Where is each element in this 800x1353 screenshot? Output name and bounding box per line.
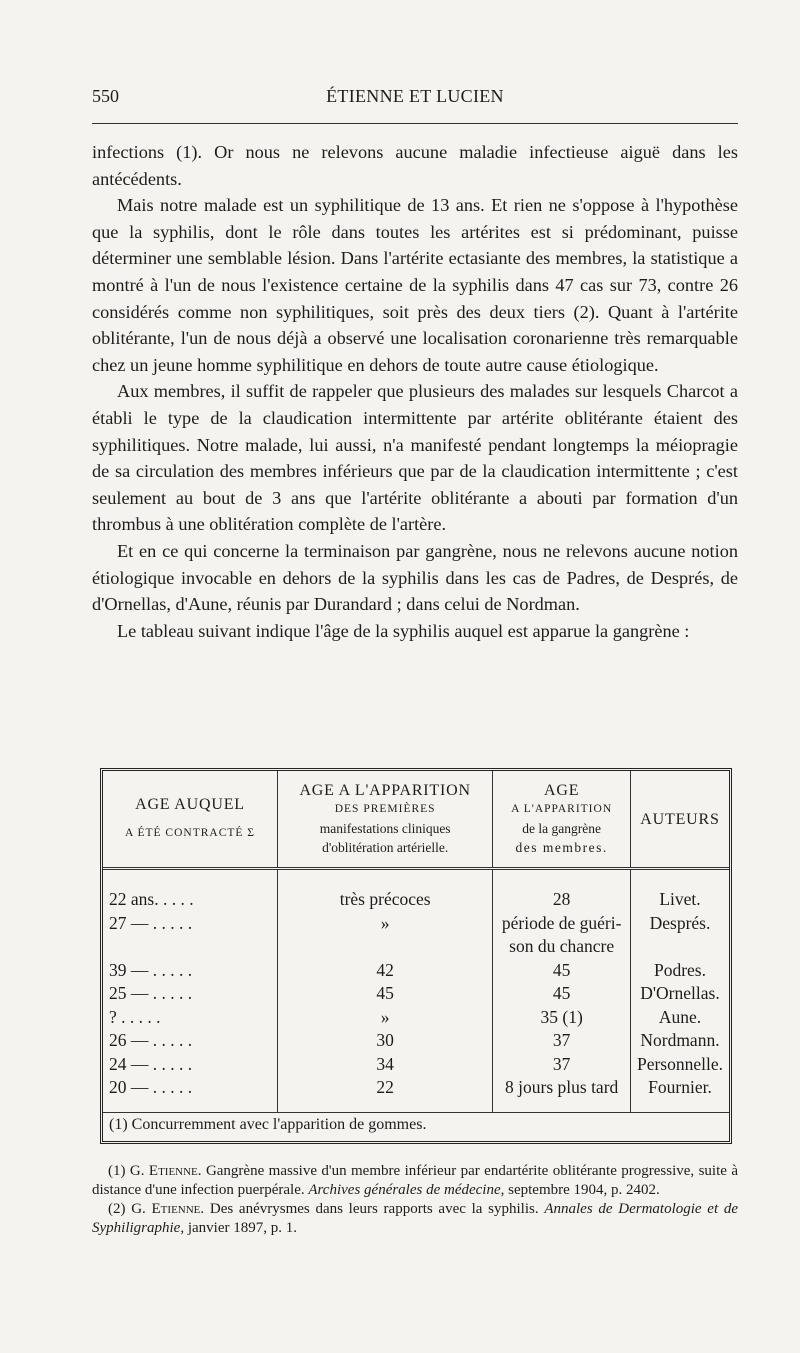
- cell-author: D'Ornellas.: [640, 983, 720, 1003]
- table-row: [103, 1076, 729, 1100]
- footnote-journal: Archives générales de médecine,: [308, 1182, 505, 1198]
- header-text: A L'APPARITION: [511, 803, 613, 815]
- header-first-manifestations: [277, 771, 492, 869]
- header-text: d'oblitération artérielle.: [322, 840, 449, 855]
- paragraph: Et en ce qui concerne la terminaison par gangrène, nous ne relevons aucune notion étiologique invocable en dehors de la syphilis dans les cas de Padres, de Després, de d'Ornellas, d'Aune, réunis par Durandard ; dans celui de Nordman.: [92, 540, 738, 615]
- footnote-number: (1): [108, 1163, 130, 1179]
- cell-contracted: 39 — . . . . .: [103, 959, 277, 983]
- footnote-2: [92, 1200, 738, 1238]
- header-text: des membres.: [515, 840, 608, 855]
- cell-author: Podres.: [653, 959, 706, 980]
- header-text: AGE AUQUEL: [135, 796, 245, 813]
- paragraph: infections (1). Or nous ne relevons aucune maladie infectieuse aiguë dans les antécédents.: [92, 142, 738, 189]
- cell-contracted: 25 — . . . . .: [103, 982, 277, 1006]
- cell-contracted: ? . . . . .: [103, 1006, 277, 1030]
- cell-gangrene: 45: [493, 982, 631, 1006]
- footnote-number: (2): [108, 1201, 132, 1217]
- footnotes: [92, 1162, 738, 1238]
- paragraph: Le tableau suivant indique l'âge de la syphilis auquel est apparue la gangrène :: [117, 620, 690, 641]
- header-text: A ÉTÉ CONTRACTÉ Σ: [124, 827, 256, 839]
- footnote-text: Gangrène massive d'un membre inférieur par endartérite oblitérante progressive, suite à distance d'une infection puerpérale.: [92, 1163, 738, 1198]
- table-row: [103, 1029, 729, 1053]
- table-row: [103, 1006, 729, 1030]
- paragraph: Mais notre malade est un syphilitique de 13 ans. Et rien ne s'oppose à l'hypothèse que la syphilis, dont le rôle dans toutes les artérites est si prédominant, puisse déterminer une semblable lésion. Dans l'artérite ectasiante des membres, la statistique a montré à l'un de nous l'existence certaine de la syphilis dans 47 cas sur 73, contre 26 considérés comme non syphilitiques, soit près des deux tiers (2). Quant à l'artérite oblitérante, l'un de nous déjà a observé une localisation coronarienne très remarquable chez un jeune homme syphilitique en dehors de toute autre cause étiologique.: [92, 195, 738, 375]
- table-row: [103, 888, 729, 912]
- header-text: AUTEURS: [640, 810, 720, 828]
- cell-contracted: 24 — . . . . .: [103, 1053, 277, 1077]
- cell-gangrene: 35 (1): [493, 1006, 631, 1030]
- footnote-text: janvier 1897, p. 1.: [184, 1220, 297, 1236]
- cell-contracted: 27 — . . . . .: [103, 912, 277, 959]
- header-contracted-age: [103, 771, 277, 869]
- cell-gangrene: 8 jours plus tard: [493, 1076, 631, 1100]
- cell-gangrene: 45: [493, 959, 631, 983]
- cell-author: Livet.: [659, 889, 701, 909]
- cell-gangrene: 37: [493, 1053, 631, 1077]
- cell-contracted: 22 ans. . . . .: [103, 888, 277, 912]
- cell-author: Nordmann.: [640, 1030, 720, 1050]
- cell-first: »: [277, 1006, 492, 1030]
- cell-first: très précoces: [277, 888, 492, 912]
- table-spacer: [103, 869, 729, 889]
- cell-gangrene: 37: [493, 1029, 631, 1053]
- cell-gangrene: 28: [493, 888, 631, 912]
- table-row: [103, 982, 729, 1006]
- data-table: [103, 771, 729, 1143]
- table-spacer: [103, 1100, 729, 1113]
- table-footnote: (1) Concurremment avec l'apparition de gommes.: [103, 1112, 729, 1143]
- header-authors: [630, 771, 729, 869]
- cell-contracted: 26 — . . . . .: [103, 1029, 277, 1053]
- table-footnote-row: [103, 1112, 729, 1143]
- header-rule: [92, 123, 738, 124]
- table-row: [103, 1053, 729, 1077]
- running-title: ÉTIENNE ET LUCIEN: [326, 86, 504, 106]
- footnote-author: G. Etienne.: [129, 1163, 202, 1179]
- cell-first: 42: [277, 959, 492, 983]
- cell-author: Fournier.: [648, 1077, 712, 1097]
- table-row: [103, 959, 729, 983]
- cell-first: »: [277, 912, 492, 959]
- body-text: [92, 139, 738, 644]
- cell-first: 22: [277, 1076, 492, 1100]
- footnote-journal: Annales de Dermatologie et de Syphiligraphie,: [92, 1201, 738, 1236]
- header-text: DES PREMIÈRES: [334, 803, 436, 815]
- footnote-text: septembre 1904, p. 2402.: [504, 1182, 660, 1198]
- header-text: de la gangrène: [522, 821, 602, 836]
- paragraph: Aux membres, il suffit de rappeler que plusieurs des malades sur lesquels Charcot a établi le type de la claudication intermittente par artérite oblitérante étaient des syphilitiques. Notre malade, lui aussi, n'a manifesté pendant longtemps la méiopragie de sa circulation des membres inférieurs que par de la claudication intermittente ; c'est seulement au bout de 3 ans que l'artérite oblitérante a abouti par formation d'un thrombus à une oblitération complète de l'artère.: [92, 381, 738, 535]
- table-row: [103, 912, 729, 959]
- footnote-text: Des anévrysmes dans leurs rapports avec la syphilis.: [204, 1201, 545, 1217]
- cell-author: Aune.: [658, 1006, 702, 1027]
- page-number: 550: [92, 86, 119, 106]
- header-text: manifestations cliniques: [319, 821, 451, 836]
- syphilis-gangrene-table: [100, 768, 732, 1144]
- cell-author: Després.: [649, 912, 711, 933]
- cell-contracted: 20 — . . . . .: [103, 1076, 277, 1100]
- header-text: AGE A L'APPARITION: [299, 782, 471, 799]
- cell-first: 34: [277, 1053, 492, 1077]
- footnote-1: [92, 1162, 738, 1200]
- footnote-author: G. Etienne.: [131, 1201, 205, 1217]
- cell-first: 30: [277, 1029, 492, 1053]
- table-header-row: [103, 771, 729, 869]
- header-gangrene-age: [493, 771, 631, 869]
- header-text: AGE: [544, 782, 580, 799]
- cell-author: Personnelle.: [636, 1053, 723, 1074]
- cell-first: 45: [277, 982, 492, 1006]
- cell-gangrene: période de guéri-son du chancre: [493, 912, 631, 959]
- running-header: [92, 86, 738, 108]
